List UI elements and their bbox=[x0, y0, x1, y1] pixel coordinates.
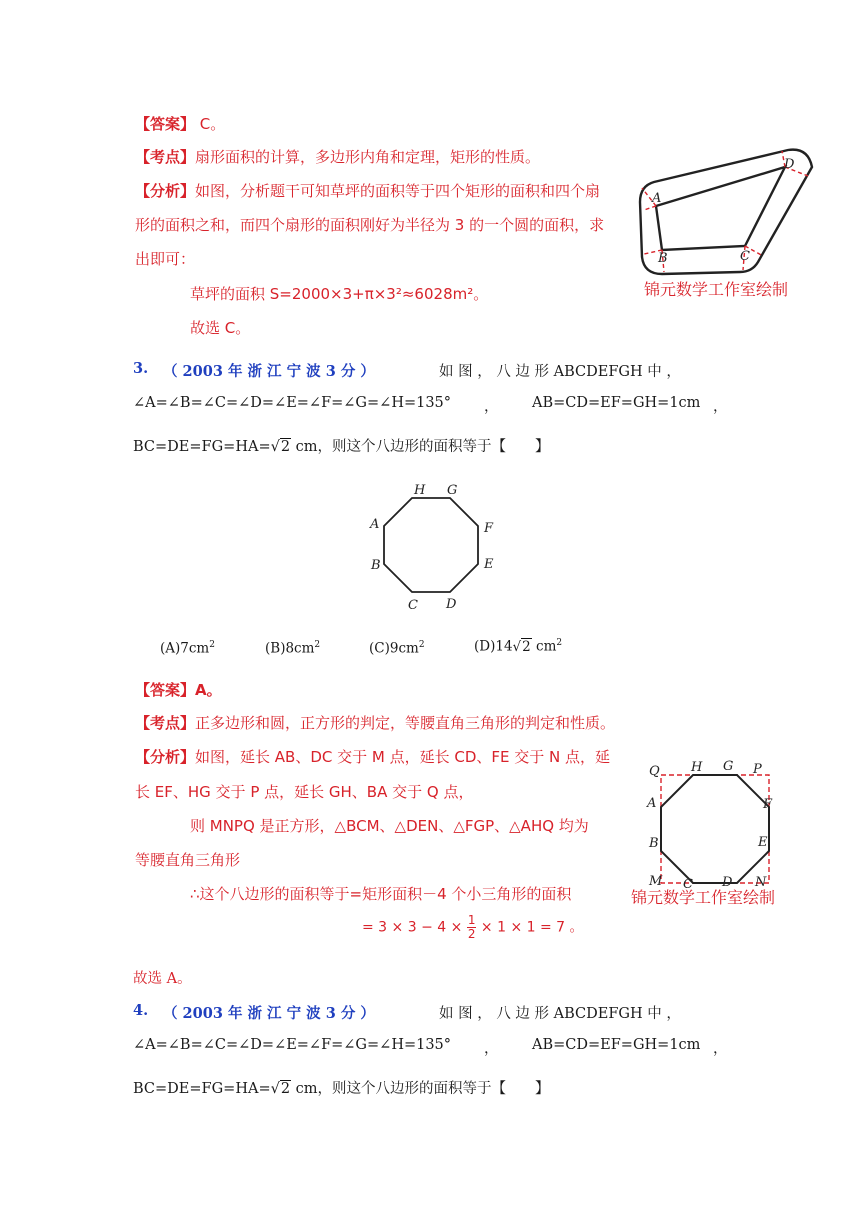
octagon-figure bbox=[362, 478, 507, 618]
fenxi-tag: 【分析】 bbox=[135, 748, 196, 766]
q3-line-1-rest: 如 图 ， 八 边 形 ABCDEFGH 中 ， bbox=[439, 364, 681, 380]
fenxi-text-2: 长 EF、HG 交于 P 点，延长 GH、BA 交于 Q 点， bbox=[135, 783, 474, 801]
oct-label-e: E bbox=[484, 557, 494, 572]
option-d-post: cm bbox=[531, 638, 557, 655]
calc-pre: = 3 × 3 − 4 × bbox=[362, 919, 463, 936]
sqrt-symbol: √2 bbox=[512, 638, 531, 655]
fenxi-text-4: 等腰直角三角形 bbox=[135, 851, 241, 869]
sq-label-c: C bbox=[683, 877, 693, 892]
q3-line-3 bbox=[133, 435, 550, 456]
oct-label-c: C bbox=[408, 598, 418, 613]
q4-line-1 bbox=[133, 1002, 148, 1019]
oct-label-b: B bbox=[371, 558, 381, 573]
answer-tag: 【答案】 bbox=[135, 115, 196, 133]
q4-line-3 bbox=[133, 1077, 550, 1098]
fraction-numerator: 1 bbox=[467, 913, 476, 927]
option-a-sup: 2 bbox=[209, 640, 215, 650]
answer-line-2 bbox=[135, 680, 222, 700]
fenxi-tag: 【分析】 bbox=[135, 182, 196, 200]
q4-sides: AB=CD=EF=GH=1cm bbox=[532, 1037, 701, 1053]
fraction bbox=[467, 914, 477, 941]
sq-label-m: M bbox=[649, 874, 663, 889]
sq-label-e: E bbox=[758, 835, 768, 850]
option-c-sup: 2 bbox=[418, 640, 425, 650]
kaodian-tag: 【考点】 bbox=[135, 714, 196, 732]
option-d-sup: 2 bbox=[556, 638, 563, 648]
q4-comma-2: ， bbox=[713, 1041, 728, 1057]
option-a bbox=[160, 640, 215, 657]
kaodian-tag: 【考点】 bbox=[135, 148, 196, 166]
answer-value: A。 bbox=[195, 681, 222, 699]
oct-label-f: F bbox=[484, 521, 494, 536]
lawn-label-c: C bbox=[740, 249, 750, 264]
octagon-square-figure bbox=[625, 755, 820, 910]
fenxi-text-2: 形的面积之和，而四个扇形的面积刚好为半径为 3 的一个圆的面积，求 bbox=[135, 216, 605, 234]
sqrt-symbol: √2 bbox=[270, 1081, 291, 1097]
fraction-denominator: 2 bbox=[467, 927, 476, 941]
q4-line-3-pre: BC=DE=FG=HA= bbox=[133, 1081, 271, 1097]
q3-line-1 bbox=[133, 360, 148, 377]
sq-caption: 锦元数学工作室绘制 bbox=[631, 888, 776, 907]
option-b bbox=[265, 640, 320, 657]
q3-source: （ 2003 年 浙 江 宁 波 3 分 ） bbox=[163, 363, 375, 380]
oct-label-a: A bbox=[370, 517, 380, 532]
calc-post: × 1 × 1 = 7 。 bbox=[480, 919, 584, 936]
fenxi-text-3: 则 MNPQ 是正方形，△BCM、△DEN、△FGP、△AHQ 均为 bbox=[190, 817, 589, 835]
fenxi-text-1: 如图，延长 AB、DC 交于 M 点，延长 CD、FE 交于 N 点，延 bbox=[195, 748, 611, 766]
sq-label-h: H bbox=[691, 760, 703, 775]
kaodian-line-2 bbox=[135, 713, 615, 733]
lawn-label-a: A bbox=[652, 191, 662, 206]
q4-source: （ 2003 年 浙 江 宁 波 3 分 ） bbox=[163, 1005, 375, 1022]
choose-line-1: 故选 C。 bbox=[190, 319, 251, 337]
lawn-caption: 锦元数学工作室绘制 bbox=[644, 280, 789, 299]
q3-number: 3. bbox=[133, 360, 149, 377]
oct-label-g: G bbox=[447, 483, 458, 498]
lawn-label-d: D bbox=[784, 157, 795, 172]
q4-radicand: 2 bbox=[280, 1081, 291, 1097]
q3-comma-1: ， bbox=[484, 399, 499, 415]
option-d-pre: (D)14 bbox=[474, 638, 513, 655]
fenxi-line-2 bbox=[135, 747, 610, 767]
answer-line-1 bbox=[135, 114, 225, 134]
sqrt-symbol: √2 bbox=[270, 439, 291, 455]
sq-label-f: F bbox=[763, 797, 773, 812]
oct-label-h: H bbox=[414, 483, 426, 498]
fenxi-text-1: 如图，分析题干可知草坪的面积等于四个矩形的面积和四个扇 bbox=[195, 182, 601, 200]
lawn-label-b: B bbox=[658, 251, 668, 266]
option-a-text: (A)7cm bbox=[160, 640, 210, 657]
kaodian-text: 正多边形和圆，正方形的判定，等腰直角三角形的判定和性质。 bbox=[195, 714, 616, 732]
fenxi-line-1 bbox=[135, 181, 600, 201]
fenxi-text-3: 出即可： bbox=[135, 250, 196, 268]
calc-line bbox=[362, 914, 584, 941]
q4-line-3-post: cm，则这个八边形的面积等于【 】 bbox=[291, 1081, 550, 1097]
sq-label-a: A bbox=[647, 796, 657, 811]
option-c bbox=[369, 640, 425, 657]
q3-comma-2: ， bbox=[713, 399, 728, 415]
choose-line-2: 故选 A。 bbox=[133, 971, 192, 987]
formula-line: 草坪的面积 S=2000×3+π×3²≈6028m²。 bbox=[190, 285, 489, 303]
lawn-figure bbox=[630, 142, 815, 307]
fenxi-text-5: ∴这个八边形的面积等于=矩形面积－4 个小三角形的面积 bbox=[190, 885, 572, 903]
oct-label-d: D bbox=[446, 597, 457, 612]
sq-label-p: P bbox=[753, 762, 762, 777]
sq-label-d: D bbox=[722, 875, 733, 890]
kaodian-line-1 bbox=[135, 147, 540, 167]
option-d bbox=[474, 638, 562, 655]
answer-tag: 【答案】 bbox=[135, 681, 196, 699]
answer-value: C。 bbox=[199, 115, 226, 133]
q4-comma-1: ， bbox=[484, 1041, 499, 1057]
q4-line-1-rest: 如 图 ， 八 边 形 ABCDEFGH 中 ， bbox=[439, 1006, 681, 1022]
q3-sides: AB=CD=EF=GH=1cm bbox=[532, 395, 701, 411]
option-b-sup: 2 bbox=[314, 640, 321, 650]
sq-label-n: N bbox=[755, 875, 767, 890]
sq-label-b: B bbox=[649, 836, 659, 851]
kaodian-text: 扇形面积的计算，多边形内角和定理，矩形的性质。 bbox=[195, 148, 541, 166]
option-d-radicand: 2 bbox=[522, 638, 531, 655]
q4-angles: ∠A=∠B=∠C=∠D=∠E=∠F=∠G=∠H=135° bbox=[133, 1037, 452, 1053]
q3-angles: ∠A=∠B=∠C=∠D=∠E=∠F=∠G=∠H=135° bbox=[133, 395, 452, 411]
q3-line-3-post: cm，则这个八边形的面积等于【 】 bbox=[291, 439, 550, 455]
sq-label-g: G bbox=[723, 759, 734, 774]
sq-label-q: Q bbox=[649, 764, 660, 779]
option-c-text: (C)9cm bbox=[369, 640, 419, 657]
q3-line-3-pre: BC=DE=FG=HA= bbox=[133, 439, 271, 455]
q3-radicand: 2 bbox=[280, 439, 291, 455]
option-b-text: (B)8cm bbox=[265, 640, 315, 657]
q4-number: 4. bbox=[133, 1002, 149, 1019]
